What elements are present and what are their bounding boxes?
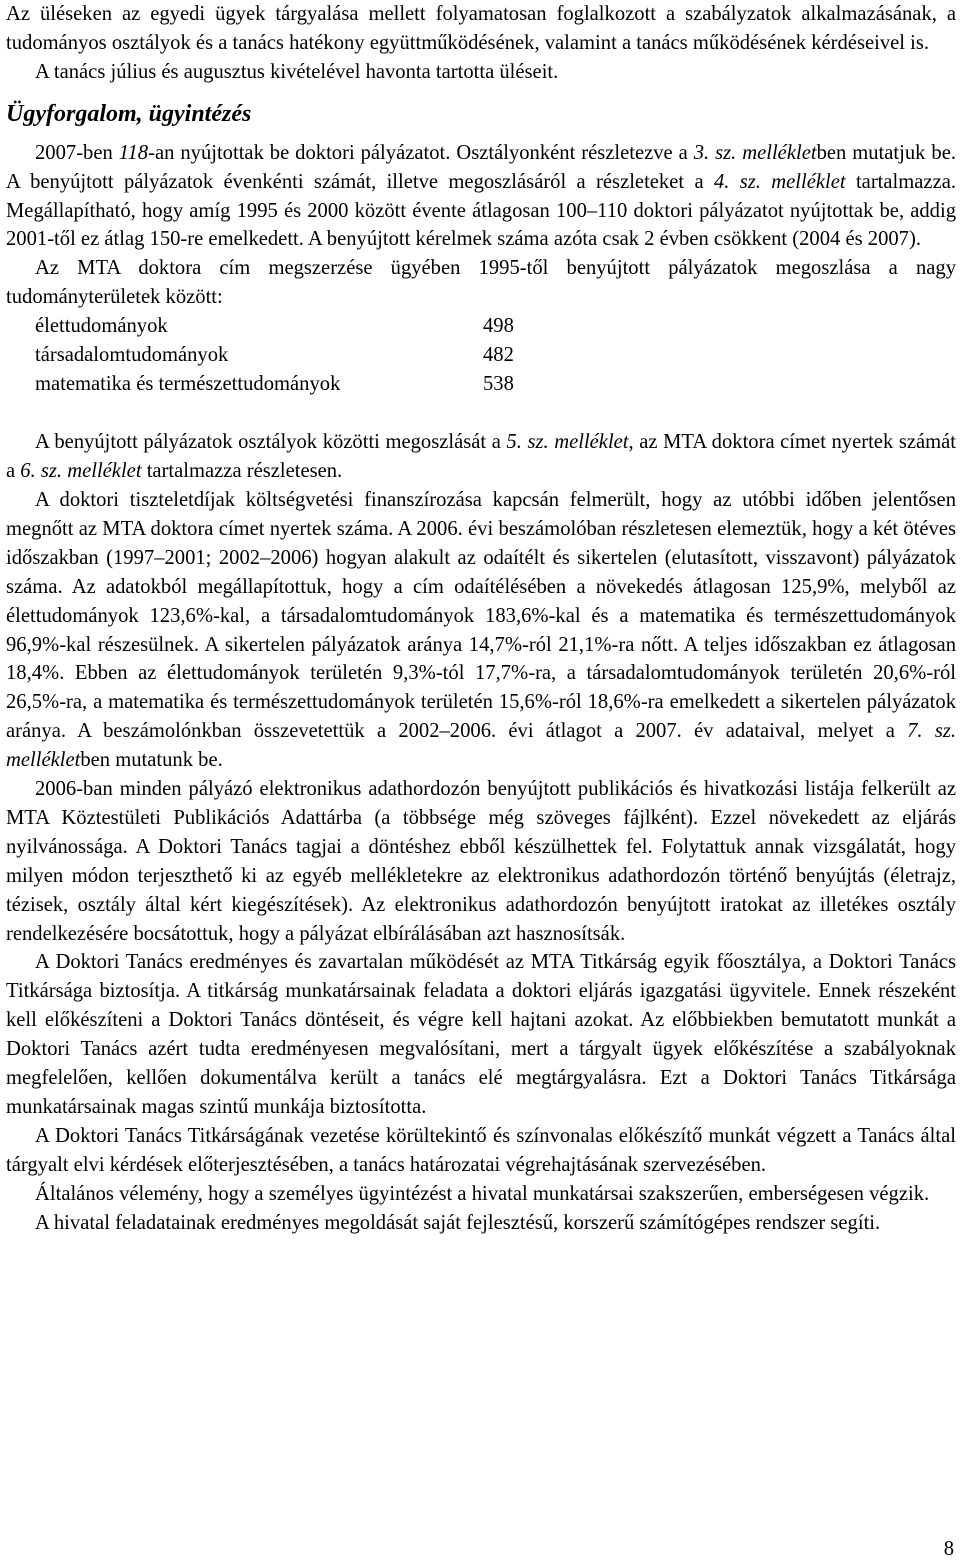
annex-ref-3: 3. sz. melléklet (693, 141, 817, 164)
annex-ref-7: 7. sz. melléklet (6, 720, 956, 772)
paragraph-electronic-submission: 2006-ban minden pályázó elektronikus adathordozón benyújtott publikációs és hivatkozási listája felkerült az MTA Köztestületi Publikációs Adattárba (a többsége még szöveges fájlként). Ezzel növekedett az eljárás nyilvánossága. A Doktori Tanács tagjai a döntéshez ebből készülhettek fel. Folytattuk annak vizsgálatát, hogy milyen módon terjeszthető ki az egyéb mellékletekre az elektronikus adathordozón történő benyújtás (életrajz, tézisek, osztály által kért kiegészítések). Az elektronikus adathordozón benyújtott iratokat az illetékes osztály rendelkezésére bocsátottuk, hogy a pályázat elbírálásában azt hasznosítsák. (6, 778, 956, 945)
annex-ref-5: 5. sz. melléklet (506, 431, 629, 454)
paragraph-secretariat-management: A Doktori Tanács Titkárságának vezetése körültekintő és színvonalas előkészítő munkát végzett a Tanács által tárgyalt elvi kérdések előterjesztésében, a tanács határozatai végrehajtásának szervezésében. (6, 1124, 956, 1176)
document-page (6, 0, 956, 1238)
paragraph-honorarium-analysis: A doktori tiszteletdíjak költségvetési finanszírozása kapcsán felmerült, hogy az utóbbi időben jelentősen megnőtt az MTA doktora címet nyertek száma. A 2006. évi beszámolóban részletesen elemeztük, hogy a két ötéves időszakban (1997–2001; 2002–2006) hogyan alakult az odaítélt és sikertelen (elutasított, visszavont) pályázatok száma. Az adatokból megállapítottuk, hogy a cím odaítélésében a növekedés átlagosan 125,9%, melyből az élettudományok 123,6%-kal, a társadalomtudományok 183,6%-kal és a matematika és természettudományok 96,9%-kal részesülnek. A sikertelen pályázatok aránya 14,7%-ról 21,1%-ra nőtt. A teljes időszakban ez átlagosan 18,4%. Ebben az élettudományok területén 9,3%-tól 17,7%-ra, a társadalomtudományok területén 20,6%-ról 26,5%-ra, a matematika és természettudományok területén 15,6%-ról 18,6%-ra emelkedett a sikertelen pályázatok aránya. A beszámolónkban összevetettük a 2002–2006. évi átlagot a 2007. év adataival, melyet a 7. sz. mellékletben mutatunk be. (6, 488, 956, 772)
paragraph-annex-refs: A benyújtott pályázatok osztályok közötti megoszlását a 5. sz. melléklet, az MTA doktora címet nyertek számát a 6. sz. melléklet tartalmazza részletesen. (6, 431, 956, 483)
paragraph-general-opinion: Általános vélemény, hogy a személyes ügyintézést a hivatal munkatársai szakszerűen, emberségesen végzik. (35, 1182, 930, 1205)
annex-ref-6: 6. sz. melléklet (20, 460, 142, 483)
paragraph-secretariat: A Doktori Tanács eredményes és zavartalan működését az MTA Titkárság egyik főosztálya, a Doktori Tanács Titkársága biztosítja. A titkárság munkatársainak feladata a doktori eljárás igazgatási ügyvitele. Ennek részeként kell előkészíteni a Doktori Tanács döntéseit, és végre kell hajtani azokat. Az előbbiekben bemutatott munkát a Doktori Tanács azért tudta eredményesen megvalósítani, mert a tárgyalt ügyek előkészítése a szabályoknak megfelelően, kellően dokumentálva került a tanács elé megtárgyalásra. Ezt a Doktori Tanács Titkársága munkatársainak magas szintű munkája biztosította. (6, 951, 956, 1118)
annex-ref-4: 4. sz. melléklet (713, 170, 846, 193)
paragraph-monthly-sessions: A tanács július és augusztus kivételével havonta tartotta üléseit. (35, 60, 559, 83)
page-number: 8 (943, 1538, 954, 1560)
application-count: 118 (118, 141, 149, 164)
paragraph-meetings: Az üléseken az egyedi ügyek tárgyalása mellett folyamatosan foglalkozott a szabályzatok alkalmazásának, a tudományos osztályok és a tanács hatékony együttműködésének, valamint a tanács működésének kérdéseivel is. (6, 3, 956, 54)
list-item: matematika és természettudományok 538 (35, 373, 514, 396)
list-item: társadalomtudományok 482 (35, 344, 514, 367)
paragraph-distribution-intro: Az MTA doktora cím megszerzése ügyében 1995-től benyújtott pályázatok megoszlása a nagy tudományterületek között: (6, 257, 956, 309)
section-heading: Ügyforgalom, ügyintézés (6, 100, 252, 127)
paragraph-applications-2007: 2007-ben 118-an nyújtottak be doktori pályázatot. Osztályonként részletezve a 3. sz. mellékletben mutatjuk be. A benyújtott pályázatok évenkénti számát, illetve megoszlásáról a részleteket a 4. sz. melléklet tartalmazza. Megállapítható, hogy amíg 1995 és 2000 között évente átlagosan 100–110 doktori pályázatot nyújtottak be, addig 2001-től ez átlag 150-re emelkedett. A benyújtott kérelmek száma azóta csak 2 évben csökkent (2004 és 2007). (6, 141, 956, 251)
distribution-list (6, 312, 956, 399)
paragraph-computer-system: A hivatal feladatainak eredményes megoldását saját fejlesztésű, korszerű számítógépes rendszer segíti. (35, 1211, 881, 1234)
list-item: élettudományok 498 (35, 315, 514, 338)
spacer (6, 399, 956, 428)
